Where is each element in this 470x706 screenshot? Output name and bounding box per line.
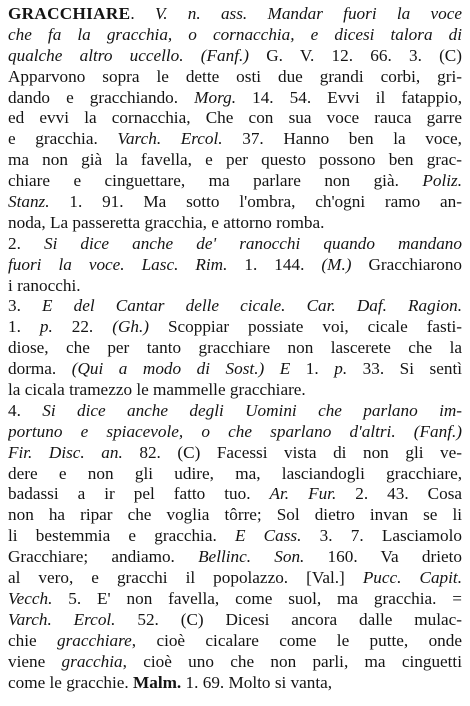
entry-text: 52. (C) Dicesi ancora dalle mulac- [115, 609, 462, 629]
entry-line [8, 171, 462, 192]
dictionary-entry-gracchiare [8, 4, 462, 693]
entry-text: e gracchia. [8, 129, 118, 149]
entry-text: fuori la voce. Lasc. Rim. [8, 254, 228, 274]
entry-line [8, 652, 462, 673]
entry-line [8, 213, 462, 234]
entry-line [8, 150, 462, 171]
entry-text: Vecch. [8, 588, 53, 608]
entry-line [8, 108, 462, 129]
entry-line [8, 255, 462, 276]
entry-text: ma non già la favella, e per questo possono ben grac- [8, 150, 462, 170]
entry-text: 5. E' non favella, come suol, ma gracchia. = [52, 588, 462, 608]
entry-line [8, 296, 462, 317]
entry-line [8, 380, 462, 401]
entry-line [8, 673, 462, 694]
entry-text: i ranocchi. [8, 275, 81, 295]
entry-text: Apparvono sopra le dette osti due grandi corbi, gri- [8, 66, 462, 86]
entry-text: Gracchiarono [351, 254, 462, 274]
entry-line [8, 443, 462, 464]
entry-text: p. [39, 317, 53, 337]
entry-text: 14. 54. Evvi il fatappio, [236, 87, 462, 107]
entry-text: li bestemmia e gracchia. [8, 526, 235, 546]
headword: GRACCHIARE [8, 4, 131, 23]
entry-text: 2. [8, 233, 44, 253]
entry-text: non ha ripar che voglia tôrre; Sol dietro invan se li [8, 505, 462, 525]
entry-text: 3. [8, 296, 43, 316]
entry-line [8, 67, 462, 88]
entry-text: 4. [8, 400, 43, 420]
entry-text: 1. [8, 317, 40, 337]
entry-text: Varch. Ercol. [117, 129, 223, 149]
entry-text: Stanz. [8, 192, 50, 212]
entry-text: E Cass. [234, 526, 302, 546]
entry-text: Pucc. Capit. [362, 568, 462, 588]
entry-line [8, 464, 462, 485]
entry-text: , cioè cicalare come le putte, onde [131, 630, 462, 650]
entry-text: gracchia [61, 651, 123, 671]
entry-line [8, 422, 462, 443]
entry-text: 1. 144. [227, 254, 322, 274]
entry-text: chie [8, 630, 57, 650]
entry-text: noda, La passeretta gracchia, e attorno romba. [8, 212, 325, 232]
entry-line [8, 46, 462, 67]
entry-line [8, 589, 462, 610]
entry-text: (M.) [321, 254, 352, 274]
entry-text: . [130, 4, 135, 23]
entry-text: al vero, e gracchi il popolazzo. [Val.] [8, 568, 363, 588]
entry-text: 1. 69. Molto si vanta, [181, 672, 333, 692]
entry-text: 1. [290, 359, 335, 379]
entry-line [8, 276, 462, 297]
entry-text: qualche altro uccello. (Fanf.) [8, 45, 249, 65]
entry-text: G. V. 12. 66. 3. (C) [249, 45, 462, 65]
entry-line [8, 4, 462, 25]
entry-line [8, 484, 462, 505]
entry-text: 160. Va drieto [304, 547, 462, 567]
entry-text: Si dice anche de' ranocchi quando mandano [43, 233, 462, 253]
entry-text: ed evvi la cornacchia, Che con sua voce rauca garre [8, 108, 462, 128]
entry-text: (Gh.) [112, 317, 149, 337]
entry-text: Morg. [194, 87, 237, 107]
entry-text: 33. Si sentì [347, 359, 462, 379]
entry-line [8, 547, 462, 568]
entry-text: 3. 7. Lasciamolo [301, 526, 462, 546]
entry-text: chiare e cinguettare, ma parlare non già. [8, 171, 423, 191]
entry-text: portuno e spiacevole, o che sparlano d'altri. (Fanf.) [8, 421, 462, 441]
entry-text: 37. Hanno ben la voce, [222, 129, 462, 149]
entry-text: Ar. Fur. [269, 484, 337, 504]
entry-text: la cicala tramezzo le mammelle gracchiare. [8, 380, 306, 400]
entry-line [8, 401, 462, 422]
entry-text: Varch. Ercol. [8, 609, 116, 629]
entry-text: dorma. [8, 359, 72, 379]
entry-text: 1. 91. Ma sotto l'ombra, ch'ogni ramo an- [49, 192, 462, 212]
entry-line [8, 359, 462, 380]
entry-text: Fir. Disc. an. [8, 442, 123, 462]
entry-line [8, 631, 462, 652]
entry-line [8, 338, 462, 359]
entry-text: V. n. ass. Mandar fuori la voce [134, 4, 462, 23]
entry-text: diose, che per tanto gracchiare non lascerete che la [8, 338, 462, 358]
entry-text: p. [334, 359, 348, 379]
entry-line [8, 129, 462, 150]
entry-text: dere e non gli udire, ma, lasciandogli gracchiare, [8, 463, 462, 483]
entry-line [8, 610, 462, 631]
entry-text: E del Cantar delle cicale. Car. Daf. Ragion. [42, 296, 462, 316]
entry-line [8, 192, 462, 213]
entry-text: Poliz. [422, 171, 462, 191]
entry-text: dando e gracchiando. [8, 87, 195, 107]
entry-text: viene [8, 651, 62, 671]
entry-text: Si dice anche degli Uomini che parlano im- [42, 400, 462, 420]
entry-line [8, 234, 462, 255]
entry-line [8, 25, 462, 46]
entry-text: (Qui a modo di Sost.) E [71, 359, 291, 379]
entry-text: come le gracchie. [8, 672, 134, 692]
entry-text: gracchiare [57, 630, 132, 650]
entry-line [8, 568, 462, 589]
entry-text: 22. [52, 317, 113, 337]
entry-text: che fa la gracchia, o cornacchia, e dicesi talora di [8, 24, 462, 44]
entry-line [8, 505, 462, 526]
entry-text: , cioè uno che non parli, ma cinguetti [122, 651, 462, 671]
entry-line [8, 526, 462, 547]
entry-text: Scoppiar possiate voi, cicale fasti- [148, 317, 462, 337]
entry-text: Bellinc. Son. [198, 547, 305, 567]
entry-text: badassi a ir pel fatto tuo. [8, 484, 270, 504]
entry-text: 2. 43. Cosa [336, 484, 462, 504]
entry-text: 82. (C) Facessi vista di non gli ve- [122, 442, 462, 462]
entry-text: Malm. [133, 672, 182, 692]
entry-line [8, 317, 462, 338]
entry-line [8, 88, 462, 109]
entry-text: Gracchiare; andiamo. [8, 547, 199, 567]
